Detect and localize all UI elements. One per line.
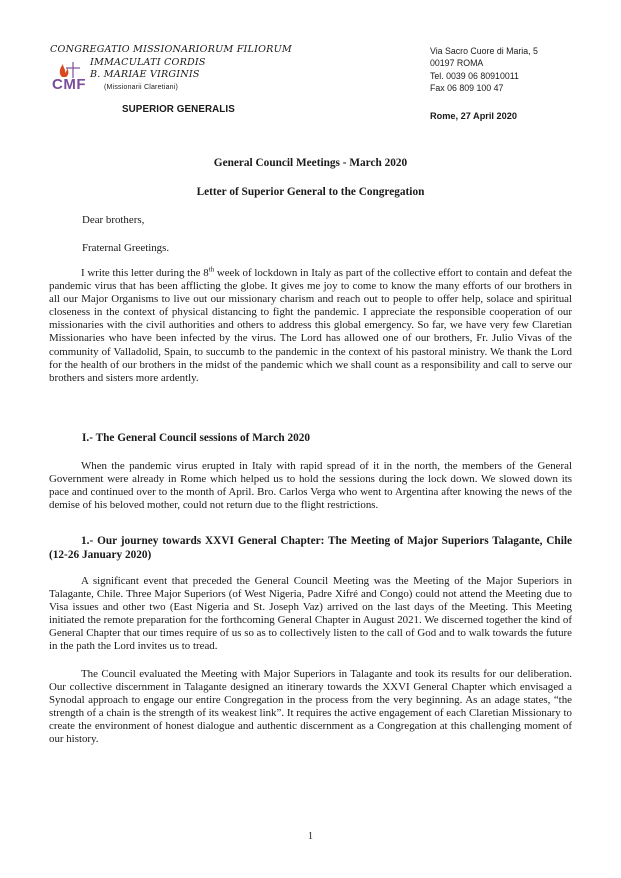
fax-line: Fax 06 809 100 47 (430, 83, 504, 94)
office-title: SUPERIOR GENERALIS (122, 104, 235, 115)
main-title: General Council Meetings - March 2020 (213, 157, 408, 169)
address-line: Via Sacro Cuore di Maria, 5 (430, 46, 538, 56)
congregation-line: CONGREGATIO MISSIONARIORUM FILIORUM (50, 44, 292, 55)
congregation-line: IMMACULATI CORDIS (90, 56, 206, 68)
address-block (430, 45, 538, 95)
section-heading: I.- The General Council sessions of March 2020 (82, 432, 311, 444)
letter-date: Rome, 27 April 2020 (430, 111, 517, 121)
sub-title: Letter of Superior General to the Congregation (196, 186, 425, 198)
address-line: 00197 ROMA (430, 58, 484, 69)
section-paragraph: The Council evaluated the Meeting with Major Superiors in Talagante and took its results for our deliberation. Our collective discernment in Talagante designed an itinerary towards the XXVI General Chapter which envisaged a Synodal approach to engage our entire Congregation in the process from the very beginning. As an adage states, “the strength of a chain is the strength of its weakest link”. It requires the active engagement of each Claretian Missionary to create the environment of honest dialogue and authentic discernment as a Congregation at this challenging moment of our history. (49, 668, 572, 746)
section-paragraph: A significant event that preceded the General Council Meeting was the Meeting of the Major Superiors in Talagante, Chile. Three Major Superiors (of West Nigeria, Padre Xifré and Congo) could not attend the Meeting due to Visa issues and other two (East Nigeria and St. Joseph Vaz) arrived on the last days of the Meeting. This Meeting initiated the remote preparation for the forthcoming General Chapter in August 2021. We discerned together the kind of General Chapter that our times require of us so as to collectively listen to the call of God and to walk towards the future in the path the Lord invites us to tread. (49, 575, 572, 653)
intro-paragraph (49, 267, 572, 385)
page-number: 1 (308, 831, 313, 842)
congregation-name (50, 44, 350, 94)
cmf-logo (52, 62, 94, 96)
congregation-line: B. MARIAE VIRGINIS (90, 69, 200, 80)
ordinal-suffix: th (208, 265, 215, 274)
intro-text-rest: week of lockdown in Italy as part of the collective effort to contain and defeat the pandemic virus that has been afflicting the globe. It gives me joy to come to know the many efforts of our brothers in all our Major Organisms to live out our missionary charism and reach out to people to offer help, solace and spiritual closeness in the context of physical distancing to fight the pandemic. I appreciate the responsible cooperation of our missionaries with the civil authorities and others to address this global emergency. So far, we have very few Claretian Missionaries who have been infected by the virus. The Lord has allowed one of our brothers, Fr. Julio Vivas of the community of Valladolid, Spain, to succumb to the pandemic in the context of his pastoral ministry. We thank the Lord for the health of our brothers in the midst of the pandemic which we shall count as a responsibility and call to serve our brothers and sisters more ardently. (49, 267, 572, 384)
salutation: Dear brothers, (82, 214, 145, 226)
congregation-line: (Missionarii Claretiani) (104, 83, 179, 91)
greeting: Fraternal Greetings. (82, 242, 170, 254)
intro-text-start: I write this letter during the 8 (81, 267, 209, 279)
phone-line: Tel. 0039 06 80910011 (430, 70, 519, 81)
section-paragraph: When the pandemic virus erupted in Italy with rapid spread of it in the north, the members of the General Government were already in Rome which helped us to hold the sessions during the lock down. We slowed down its pace and continued over to the month of April. Bro. Carlos Verga who went to Argentina after knowing the news of the demise of his beloved mother, could not return due to the flight restrictions. (49, 460, 572, 512)
logo-text: CMF (52, 76, 86, 93)
subsection-heading: 1.- Our journey towards XXVI General Chapter: The Meeting of Major Superiors Talagante, Chile (12-26 January 2020) (49, 535, 572, 561)
